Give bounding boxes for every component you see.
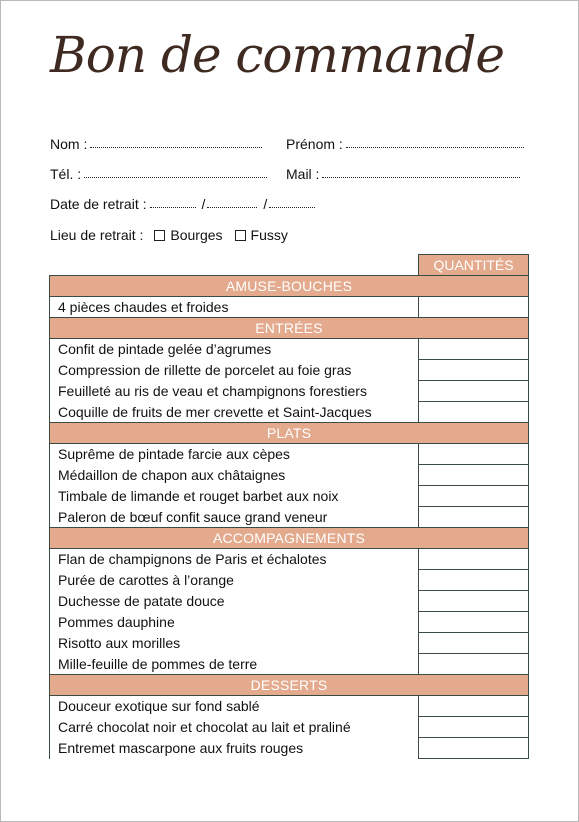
table-row [50,360,529,381]
quantity-input[interactable] [419,570,529,591]
item-label: Risotto aux morilles [50,633,419,654]
item-label: Confit de pintade gelée d’agrumes [50,339,419,360]
item-label: Médaillon de chapon aux châtaignes [50,465,419,486]
table-row [50,717,529,738]
table-row [50,444,529,465]
quantity-header: QUANTITÉS [419,255,529,276]
item-label: Paleron de bœuf confit sauce grand veneur [50,507,419,528]
date-month-line[interactable] [207,206,257,208]
item-label: Mille-feuille de pommes de terre [50,654,419,675]
table-row [50,591,529,612]
item-label: Duchesse de patate douce [50,591,419,612]
quantity-input[interactable] [419,486,529,507]
quantity-input[interactable] [419,297,529,318]
section-row [50,318,529,339]
section-row [50,276,529,297]
prenom-field[interactable] [286,136,524,152]
quantity-input[interactable] [419,738,529,759]
header-spacer [50,255,419,276]
item-label: Carré chocolat noir et chocolat au lait et praliné [50,717,419,738]
page-title: Bon de commande [50,26,504,84]
item-label: Coquille de fruits de mer crevette et Saint-Jacques [50,402,419,423]
table-row [50,612,529,633]
table-row [50,486,529,507]
quantity-input[interactable] [419,591,529,612]
quantity-input[interactable] [419,549,529,570]
quantity-input[interactable] [419,339,529,360]
date-label: Date de retrait : [50,196,147,212]
nom-input-line[interactable] [90,146,262,148]
table-row [50,696,529,717]
quantity-input[interactable] [419,507,529,528]
item-label: Douceur exotique sur fond sablé [50,696,419,717]
mail-label: Mail : [286,166,320,182]
table-row [50,654,529,675]
quantity-input[interactable] [419,654,529,675]
table-row [50,633,529,654]
table-row [50,381,529,402]
item-label: Entremet mascarpone aux fruits rouges [50,738,419,759]
quantity-input[interactable] [419,444,529,465]
section-header: PLATS [50,423,529,444]
lieu-label: Lieu de retrait : [50,227,144,243]
table-row [50,465,529,486]
nom-field[interactable] [50,136,262,152]
item-label: Flan de champignons de Paris et échalotes [50,549,419,570]
section-row [50,675,529,696]
item-label: Purée de carottes à l’orange [50,570,419,591]
table-row [50,570,529,591]
item-label: Compression de rillette de porcelet au foie gras [50,360,419,381]
lieu-field [50,227,288,243]
section-row [50,423,529,444]
table-header-row [50,255,529,276]
date-field[interactable] [50,196,315,212]
table-row [50,297,529,318]
table-row [50,339,529,360]
item-label: Timbale de limande et rouget barbet aux noix [50,486,419,507]
tel-input-line[interactable] [84,176,267,178]
item-label: Pommes dauphine [50,612,419,633]
quantity-input[interactable] [419,465,529,486]
section-header: ENTRÉES [50,318,529,339]
quantity-input[interactable] [419,612,529,633]
table-row [50,402,529,423]
date-separator-2: / [263,196,268,212]
bourges-option-label: Bourges [170,227,223,243]
mail-input-line[interactable] [322,176,520,178]
prenom-input-line[interactable] [346,146,524,148]
date-day-line[interactable] [150,206,196,208]
table-row [50,738,529,759]
order-table [49,254,529,759]
item-label: Suprême de pintade farcie aux cèpes [50,444,419,465]
nom-label: Nom : [50,136,88,152]
quantity-input[interactable] [419,402,529,423]
tel-field[interactable] [50,166,267,182]
bourges-checkbox[interactable] [154,230,165,241]
quantity-input[interactable] [419,360,529,381]
section-row [50,528,529,549]
table-row [50,549,529,570]
item-label: 4 pièces chaudes et froides [50,297,419,318]
quantity-input[interactable] [419,381,529,402]
table-row [50,507,529,528]
section-header: DESSERTS [50,675,529,696]
quantity-input[interactable] [419,633,529,654]
quantity-input[interactable] [419,717,529,738]
section-header: AMUSE-BOUCHES [50,276,529,297]
date-year-line[interactable] [269,206,315,208]
item-label: Feuilleté au ris de veau et champignons forestiers [50,381,419,402]
section-header: ACCOMPAGNEMENTS [50,528,529,549]
prenom-label: Prénom : [286,136,343,152]
mail-field[interactable] [286,166,520,182]
fussy-checkbox[interactable] [235,230,246,241]
tel-label: Tél. : [50,166,82,182]
date-separator-1: / [201,196,206,212]
fussy-option-label: Fussy [250,227,288,243]
quantity-input[interactable] [419,696,529,717]
